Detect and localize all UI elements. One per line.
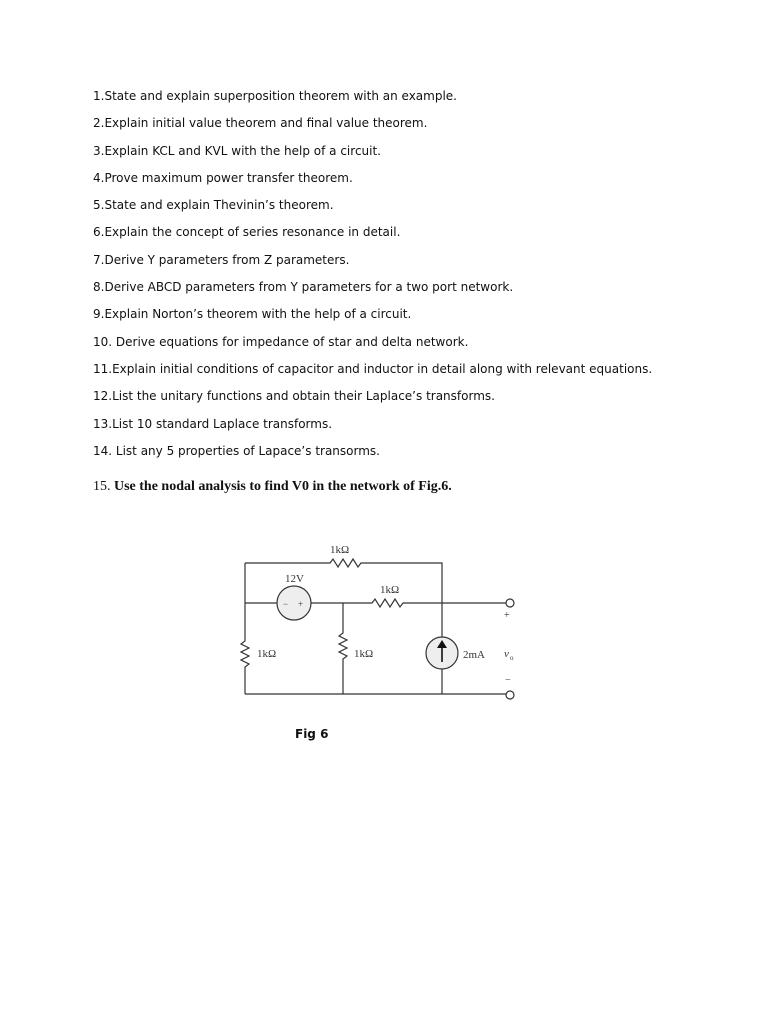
label-voltage-source: 12V bbox=[285, 573, 304, 585]
label-output-v: v bbox=[504, 648, 509, 660]
question-12: 12.List the unitary functions and obtain their Laplace’s transforms. bbox=[93, 389, 495, 403]
question-7: 7.Derive Y parameters from Z parameters. bbox=[93, 253, 350, 267]
middle-branch bbox=[339, 603, 347, 694]
circuit-diagram bbox=[230, 536, 530, 706]
question-4: 4.Prove maximum power transfer theorem. bbox=[93, 171, 353, 185]
question-5: 5.State and explain Thevinin’s theorem. bbox=[93, 198, 334, 212]
question-15 bbox=[93, 478, 452, 496]
question-10: 10. Derive equations for impedance of star and delta network. bbox=[93, 335, 469, 349]
label-src-plus: + bbox=[298, 599, 304, 609]
output-terminal-top bbox=[506, 599, 514, 607]
label-left-resistor: 1kΩ bbox=[257, 648, 277, 660]
label-output-minus: − bbox=[505, 675, 511, 686]
label-src-minus: − bbox=[283, 599, 289, 609]
question-2: 2.Explain initial value theorem and final value theorem. bbox=[93, 116, 428, 130]
question-8: 8.Derive ABCD parameters from Y parameters for a two port network. bbox=[93, 280, 514, 294]
question-15-text: Use the nodal analysis to find V0 in the network of Fig.6. bbox=[114, 479, 452, 494]
middle-wire bbox=[343, 599, 506, 607]
question-13: 13.List 10 standard Laplace transforms. bbox=[93, 417, 333, 431]
question-6: 6.Explain the concept of series resonance in detail. bbox=[93, 225, 401, 239]
left-branch bbox=[241, 563, 249, 694]
label-center-resistor: 1kΩ bbox=[354, 648, 374, 660]
output-terminal-bottom bbox=[506, 691, 514, 699]
label-top-resistor: 1kΩ bbox=[330, 544, 350, 556]
label-output-sub: o bbox=[510, 654, 514, 662]
question-9: 9.Explain Norton’s theorem with the help of a circuit. bbox=[93, 307, 412, 321]
figure-caption: Fig 6 bbox=[295, 727, 329, 741]
question-15-number: 15. bbox=[93, 479, 111, 494]
question-3: 3.Explain KCL and KVL with the help of a circuit. bbox=[93, 144, 381, 158]
question-14: 14. List any 5 properties of Lapace’s transorms. bbox=[93, 444, 380, 458]
label-middle-resistor: 1kΩ bbox=[380, 584, 400, 596]
question-1: 1.State and explain superposition theorem with an example. bbox=[93, 89, 457, 103]
label-current-source: 2mA bbox=[463, 649, 485, 661]
question-11: 11.Explain initial conditions of capacitor and inductor in detail along with relevant equations. bbox=[93, 362, 653, 376]
label-output-plus: + bbox=[504, 610, 510, 621]
